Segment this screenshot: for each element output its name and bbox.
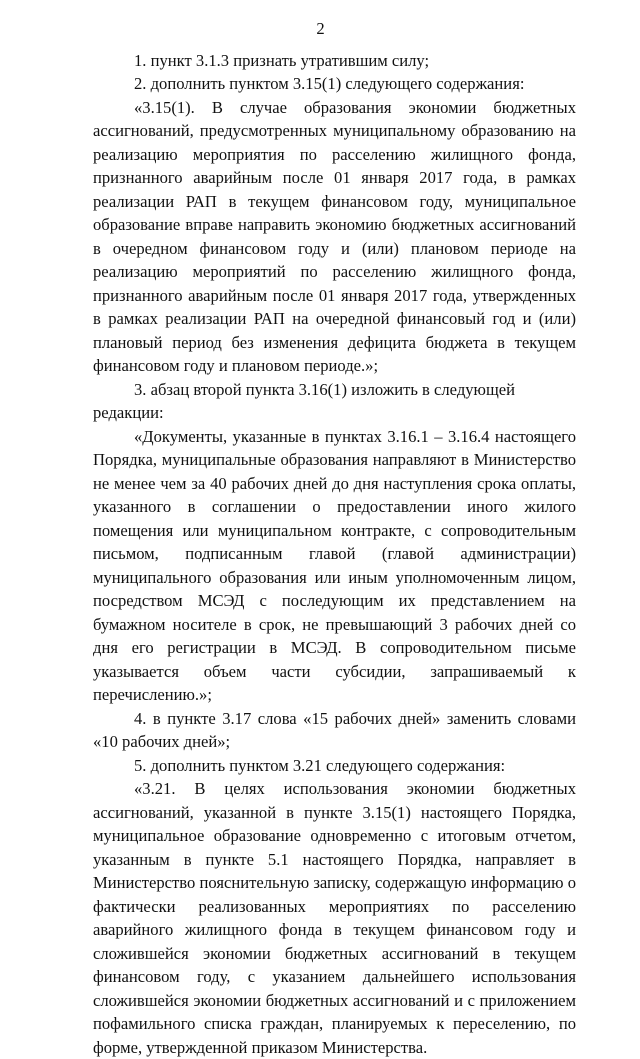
paragraph-item-4: 4. в пункте 3.17 слова «15 рабочих дней» заменить словами «10 рабочих дней»; — [93, 708, 576, 751]
paragraph-quote-3-15-1: «3.15(1). В случае образования экономии бюджетных ассигнований, предусмотренных муниципальному образованию на реализацию мероприятия по расселению жилищного фонда, признанного аварийным после 01 января 2017 года, в рамках реализации РАП в текущем финансовом году, муниципальное образование вправе направить экономию бюджетных ассигнований в очередном финансовом году и (или) плановом периоде на реализацию мероприятий по расселению жилищного фонда, признанного аварийным после 01 января 2017 года, утвержденных в рамках реализации РАП на очередной финансовый год и (или) плановый период без изменения дефицита бюджета в текущем финансовом году и плановом периоде.»; — [93, 97, 576, 375]
paragraph-quote-3-16-1: «Документы, указанные в пунктах 3.16.1 – 3.16.4 настоящего Порядка, муниципальные образования направляют в Министерство не менее чем за 40 рабочих дней до дня наступления срока оплаты, указанного в соглашении о предоставлении иного жилого помещения или муниципальном контракте, с сопроводительным письмом, подписанным главой (главой администрации) муниципального образования или иным уполномоченным лицом, посредством МСЭД с последующим их представлением на бумажном носителе в срок, не превышающий 3 рабочих дней со дня его регистрации в МСЭД. В сопроводительном письме указывается объем части субсидии, запрашиваемый к перечислению.»; — [93, 426, 576, 704]
paragraph-item-2: 2. дополнить пунктом 3.15(1) следующего содержания: — [134, 74, 525, 93]
paragraph-quote-3-21: «3.21. В целях использования экономии бюджетных ассигнований, указанной в пункте 3.15(1) настоящего Порядка, муниципальное образование одновременно с итоговым отчетом, указанным в пункте 5.1 настоящего Порядка, направляет в Министерство пояснительную записку, содержащую информацию о фактически реализованных мероприятиях по расселению аварийного жилищного фонда в текущем финансовом году и сложившейся экономии бюджетных ассигнований в текущем финансовом году, с указанием дальнейшего использования сложившейся экономии бюджетных ассигнований и с приложением пофамильного списка граждан, планируемых к переселению, по форме, утвержденной приказом Министерства. — [93, 779, 576, 1057]
paragraph-item-3: 3. абзац второй пункта 3.16(1) изложить в следующей редакции: — [93, 379, 515, 422]
paragraph-item-5: 5. дополнить пунктом 3.21 следующего содержания: — [134, 755, 506, 775]
page-number: 2 — [316, 19, 325, 38]
paragraph-item-1: 1. пункт 3.1.3 признать утратившим силу; — [134, 50, 430, 70]
